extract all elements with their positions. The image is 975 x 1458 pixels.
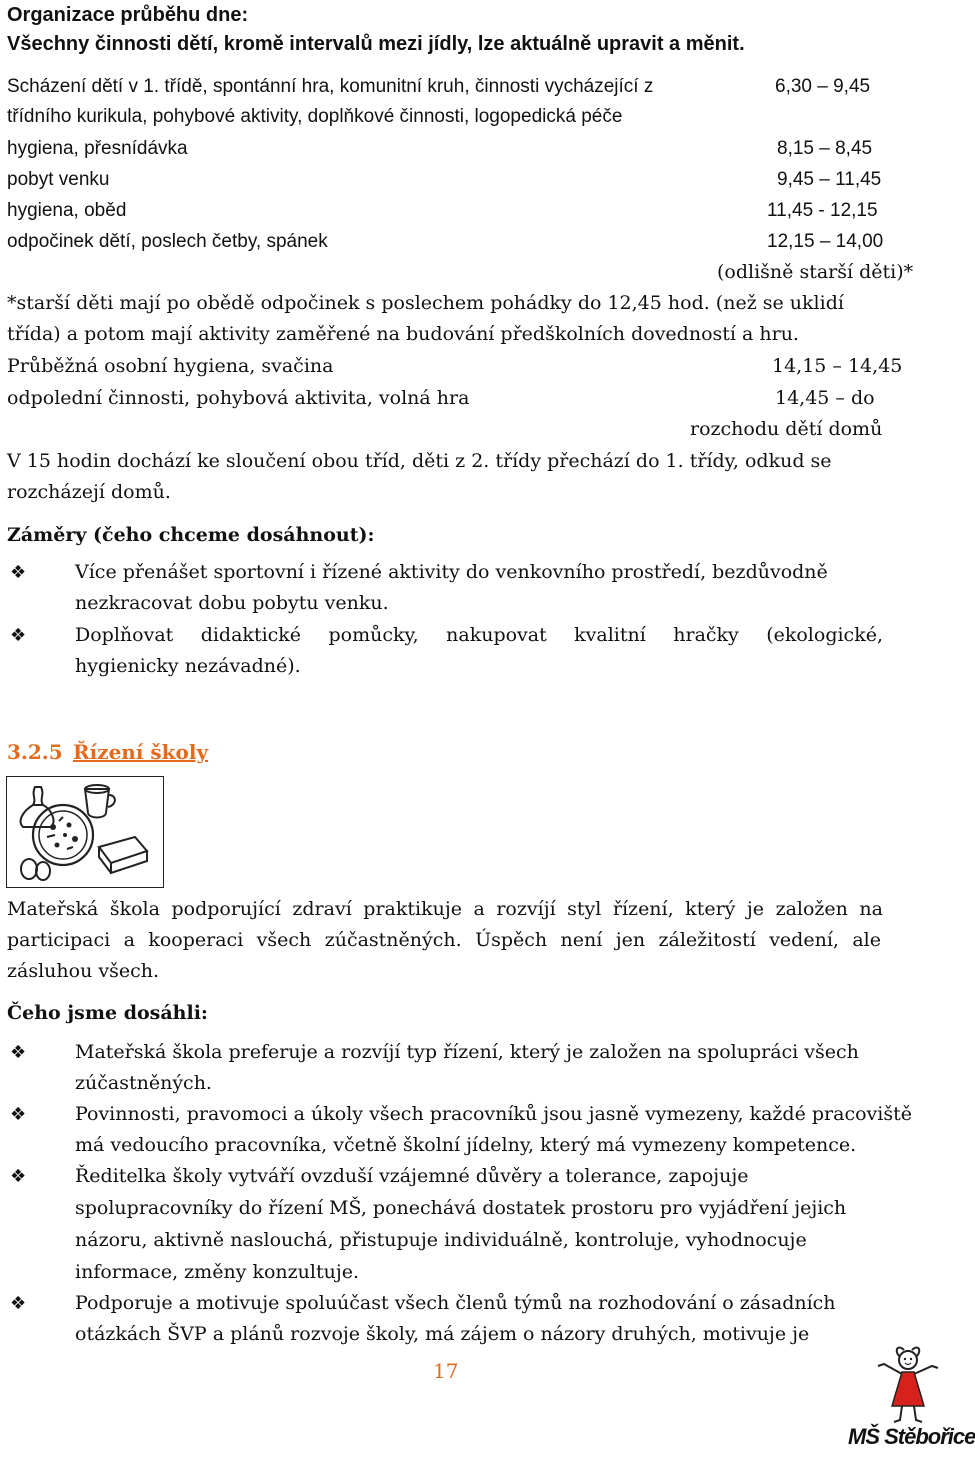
section-heading-organization: Organizace průběhu dne: (7, 4, 249, 26)
achieved-2-line-2: má vedoucího pracovníka, včetně školní jídelny, který má vymezeny kompetence. (75, 1134, 857, 1156)
food-illustration-icon (6, 776, 164, 888)
diamond-bullet-icon: ❖ (10, 625, 27, 646)
note-older-children: (odlišně starší děti)* (717, 261, 914, 283)
merge-line-1: V 15 hodin dochází ke sloučení obou tříd, děti z 2. třídy přechází do 1. třídy, odkud se (7, 450, 832, 472)
school-logo (848, 1346, 975, 1454)
afternoon-time-2: 14,45 – do (775, 387, 875, 409)
achieved-4-line-2: otázkách ŠVP a plánů rozvoje školy, má zájem o názory druhých, motivuje je (75, 1323, 810, 1345)
schedule-activity-2: třídního kurikula, pohybové aktivity, doplňkové činnosti, logopedická péče (7, 106, 623, 127)
achieved-4-line-1: Podporuje a motivuje spoluúčast všech členů týmů na rozhodování o zásadních (75, 1292, 836, 1314)
achieved-3-line-3: názoru, aktivně naslouchá, přistupuje individuálně, kontroluje, vyhodnocuje (75, 1229, 807, 1251)
section-title: Řízení školy (73, 740, 209, 764)
footnote-line-1: *starší děti mají po obědě odpočinek s poslechem pohádky do 12,45 hod. (než se uklidí (7, 292, 844, 314)
achieved-1-line-1: Mateřská škola preferuje a rozvíjí typ řízení, který je založen na spolupráci všech (75, 1041, 859, 1063)
achieved-3-line-2: spolupracovníky do řízení MŠ, ponechává dostatek prostoru pro vyjádření jejich (75, 1197, 847, 1219)
goal-2-line-2: hygienicky nezávadné). (75, 655, 301, 677)
child-figure-logo-icon (848, 1346, 956, 1426)
achieved-1-line-2: zúčastněných. (75, 1072, 212, 1094)
afternoon-activity-1: Průběžná osobní hygiena, svačina (7, 355, 334, 377)
achieved-2-line-1: Povinnosti, pravomoci a úkoly všech pracovníků jsou jasně vymezeny, každé pracoviště (75, 1103, 912, 1125)
section-heading-achieved: Čeho jsme dosáhli: (7, 1002, 208, 1024)
page-number: 17 (433, 1359, 459, 1383)
diamond-bullet-icon: ❖ (10, 1293, 27, 1314)
organization-subheading: Všechny činnosti dětí, kromě intervalů mezi jídly, lze aktuálně upravit a měnit. (7, 33, 745, 55)
section-heading-goals: Záměry (čeho chceme dosáhnout): (7, 524, 375, 546)
diamond-bullet-icon: ❖ (10, 1166, 27, 1187)
schedule-activity-1: Scházení dětí v 1. třídě, spontánní hra, komunitní kruh, činnosti vycházející z (7, 76, 654, 97)
achieved-3-line-4: informace, změny konzultuje. (75, 1261, 360, 1283)
merge-line-2: rozcházejí domů. (7, 481, 171, 503)
schedule-activity-3: hygiena, přesnídávka (7, 138, 188, 159)
schedule-activity-5: hygiena, oběd (7, 200, 127, 221)
diamond-bullet-icon: ❖ (10, 1104, 27, 1125)
schedule-time-1: 6,30 – 9,45 (775, 76, 871, 97)
diamond-bullet-icon: ❖ (10, 1042, 27, 1063)
goal-1-line-1: Více přenášet sportovní i řízené aktivity do venkovního prostředí, bezdůvodně (75, 561, 828, 583)
goal-2-line-1: Doplňovat didaktické pomůcky, nakupovat kvalitní hračky (ekologické, (75, 624, 883, 646)
schedule-time-6: 12,15 – 14,00 (767, 231, 884, 252)
schedule-time-3: 8,15 – 8,45 (777, 138, 873, 159)
achieved-3-line-1: Ředitelka školy vytváří ovzduší vzájemné důvěry a tolerance, zapojuje (75, 1165, 749, 1187)
afternoon-end: rozchodu dětí domů (690, 418, 883, 440)
goal-1-line-2: nezkracovat dobu pobytu venku. (75, 592, 389, 614)
afternoon-activity-2: odpolední činnosti, pohybová aktivita, volná hra (7, 387, 470, 409)
schedule-time-5: 11,45 - 12,15 (767, 200, 878, 221)
diamond-bullet-icon: ❖ (10, 562, 27, 583)
footnote-line-2: třída) a potom mají aktivity zaměřené na budování předškolních dovedností a hru. (7, 323, 799, 345)
section-paragraph-line-2: participaci a kooperaci všech zúčastněných. Úspěch není jen záležitostí vedení, ale (7, 929, 881, 951)
afternoon-time-1: 14,15 – 14,45 (772, 355, 903, 377)
section-paragraph-line-1: Mateřská škola podporující zdraví praktikuje a rozvíjí styl řízení, který je založen na (7, 898, 883, 920)
logo-text: MŠ Stěbořice (848, 1424, 975, 1449)
schedule-time-4: 9,45 – 11,45 (777, 169, 882, 190)
schedule-activity-6: odpočinek dětí, poslech četby, spánek (7, 231, 328, 252)
section-paragraph-line-3: zásluhou všech. (7, 960, 159, 982)
schedule-activity-4: pobyt venku (7, 169, 110, 190)
section-number: 3.2.5 (7, 740, 63, 764)
